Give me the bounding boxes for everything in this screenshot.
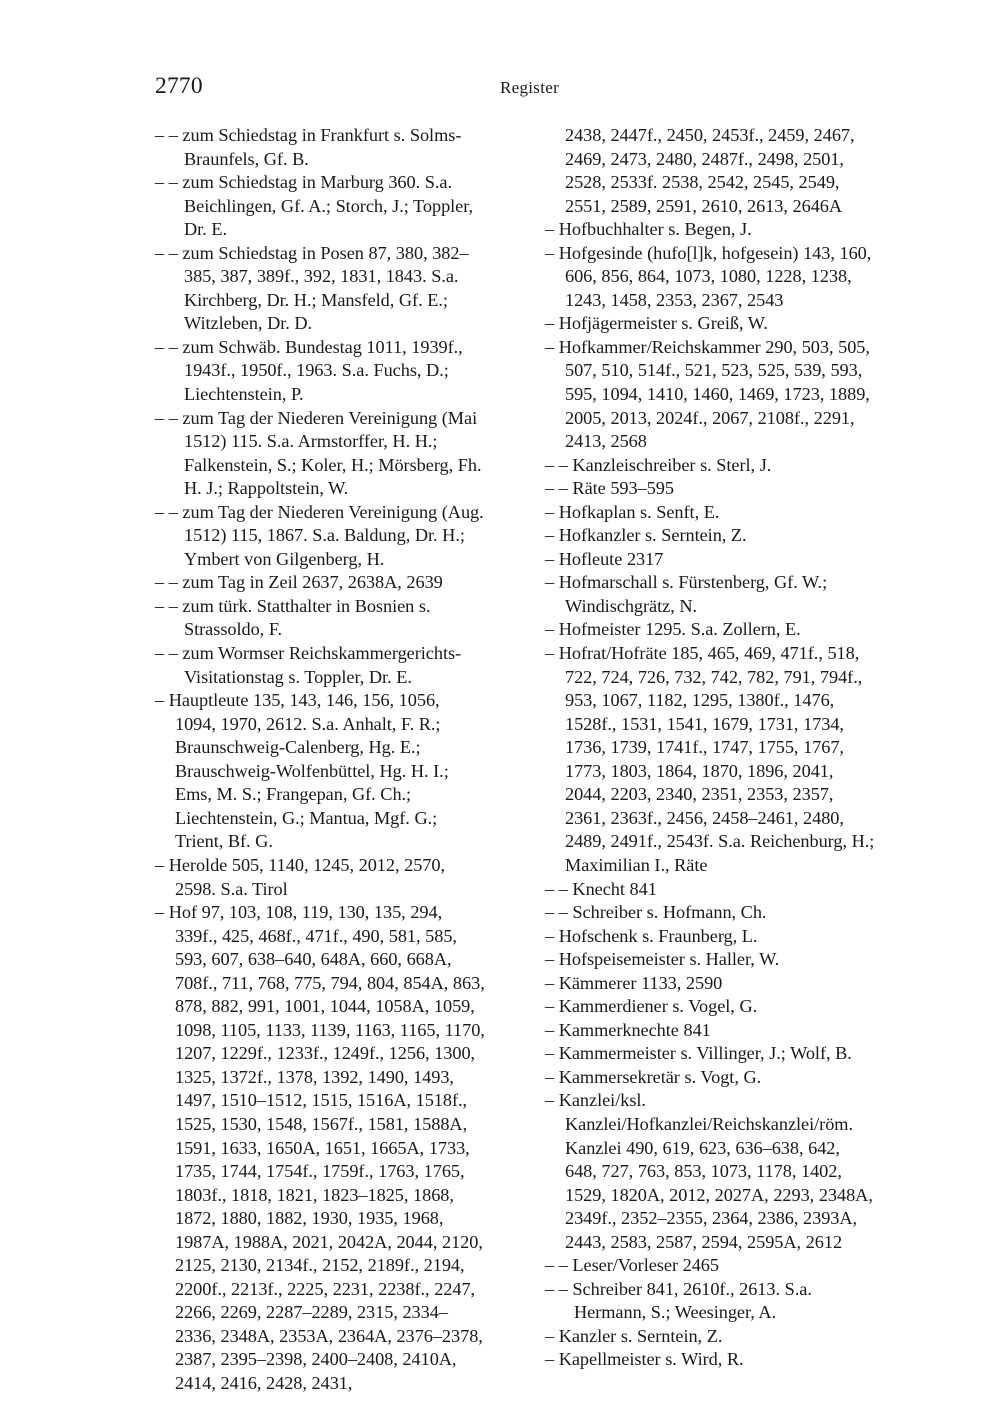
index-entry: – Hofmeister 1295. S.a. Zollern, E. (545, 619, 801, 640)
index-entry: – Hofspeisemeister s. Haller, W. (545, 949, 780, 970)
index-column-right (545, 124, 875, 1372)
index-entry: – Hofgesinde (hufo[l]k, hofgesein) 143, 160, 606, 856, 864, 1073, 1080, 1228, 1238, 1243, 1458, 2353, 2367, 2543 (545, 242, 872, 310)
index-entry: – Hofrat/Hofräte 185, 465, 469, 471f., 518, 722, 724, 726, 732, 742, 782, 791, 794f., 953, 1067, 1182, 1295, 1380f., 1476, 1528f., 1531, 1541, 1679, 1731, 1734, 1736, 1739, 1741f., 1747, 1755, 1767, 1773, 1803, 1864, 1870, 1896, 2041, 2044, 2203, 2340, 2351, 2353, 2357, 2361, 2363f., 2456, 2458–2461, 2480, 2489, 2491f., 2543f. S.a. Reichenburg, H.; Maximilian I., Räte (545, 643, 875, 875)
index-entry: – – zum Schiedstag in Posen 87, 380, 382–385, 387, 389f., 392, 1831, 1843. S.a. Kirchberg, Dr. H.; Mansfeld, Gf. E.; Witzleben, Dr. D. (155, 242, 469, 334)
running-title: Register (500, 78, 560, 97)
index-entry: – Hofmarschall s. Fürstenberg, Gf. W.; Windischgrätz, N. (545, 572, 828, 616)
index-entry: – Kapellmeister s. Wird, R. (545, 1349, 744, 1370)
index-entry: – Kanzler s. Serntein, Z. (545, 1325, 723, 1346)
running-head (155, 72, 855, 102)
index-entry: – Hofkammer/Reichskammer 290, 503, 505, 507, 510, 514f., 521, 523, 525, 539, 593, 595, 1094, 1410, 1460, 1469, 1723, 1889, 2005, 2013, 2024f., 2067, 2108f., 2291, 2413, 2568 (545, 336, 870, 452)
index-entry: – – zum Wormser Reichskammergerichts-Visitationstag s. Toppler, Dr. E. (155, 643, 462, 687)
index-entry: 2438, 2447f., 2450, 2453f., 2459, 2467, 2469, 2473, 2480, 2487f., 2498, 2501, 2528, 2533f. 2538, 2542, 2545, 2549, 2551, 2589, 2591, 2610, 2613, 2646A (565, 125, 855, 216)
index-entry: – – Kanzleischreiber s. Sterl, J. (545, 454, 772, 475)
index-entry: – Kammerdiener s. Vogel, G. (545, 996, 758, 1017)
index-entry: – – Schreiber 841, 2610f., 2613. S.a. Hermann, S.; Weesinger, A. (545, 1278, 812, 1323)
index-entry: – – Schreiber s. Hofmann, Ch. (545, 902, 767, 923)
index-entry: – Hofschenk s. Fraunberg, L. (545, 925, 758, 946)
index-column-left (155, 124, 485, 1396)
index-entry: – Hofbuchhalter s. Begen, J. (545, 219, 752, 240)
index-entry: – – zum türk. Statthalter in Bosnien s. Strassoldo, F. (155, 595, 431, 640)
index-entry: – Herolde 505, 1140, 1245, 2012, 2570, 2598. S.a. Tirol (155, 854, 445, 899)
index-entry: – – zum Schiedstag in Marburg 360. S.a. Beichlingen, Gf. A.; Storch, J.; Toppler, Dr. E. (155, 172, 474, 240)
index-entry: – Hofkaplan s. Senft, E. (545, 501, 720, 522)
index-entry: – – Leser/Vorleser 2465 (545, 1255, 719, 1276)
index-entry: – Hauptleute 135, 143, 146, 156, 1056, 1094, 1970, 2612. S.a. Anhalt, F. R.; Braunschweig-Calenberg, Hg. E.; Brauschweig-Wolfenbüttel, Hg. H. I.; Ems, M. S.; Frangepan, Gf. Ch.; Liechtenstein, G.; Mantua, Mgf. G.; Trient, Bf. G. (155, 690, 449, 852)
index-entry: – Hof 97, 103, 108, 119, 130, 135, 294, 339f., 425, 468f., 471f., 490, 581, 585, 593, 607, 638–640, 648A, 660, 668A, 708f., 711, 768, 775, 794, 804, 854A, 863, 878, 882, 991, 1001, 1044, 1058A, 1059, 1098, 1105, 1133, 1139, 1163, 1165, 1170, 1207, 1229f., 1233f., 1249f., 1256, 1300, 1325, 1372f., 1378, 1392, 1490, 1493, 1497, 1510–1512, 1515, 1516A, 1518f., 1525, 1530, 1548, 1567f., 1581, 1588A, 1591, 1633, 1650A, 1651, 1665A, 1733, 1735, 1744, 1754f., 1759f., 1763, 1765, 1803f., 1818, 1821, 1823–1825, 1868, 1872, 1880, 1882, 1930, 1935, 1968, 1987A, 1988A, 2021, 2042A, 2044, 2120, 2125, 2130, 2134f., 2152, 2189f., 2194, 2200f., 2213f., 2225, 2231, 2238f., 2247, 2266, 2269, 2287–2289, 2315, 2334–2336, 2348A, 2353A, 2364A, 2376–2378, 2387, 2395–2398, 2400–2408, 2410A, 2414, 2416, 2428, 2431, (155, 902, 485, 1393)
index-entry: – Hofjägermeister s. Greiß, W. (545, 313, 768, 334)
index-entry: – – zum Tag der Niederen Vereinigung (Mai 1512) 115. S.a. Armstorffer, H. H.; Falkenstein, S.; Koler, H.; Mörsberg, Fh. H. J.; Rappoltstein, W. (155, 407, 482, 499)
index-entry: – – Knecht 841 (545, 878, 657, 899)
index-entry: – – zum Schiedstag in Frankfurt s. Solms-Braunfels, Gf. B. (155, 125, 462, 169)
index-entry: – – Räte 593–595 (545, 478, 674, 499)
index-entry: – Kämmerer 1133, 2590 (545, 972, 723, 993)
index-entry: – – zum Schwäb. Bundestag 1011, 1939f., 1943f., 1950f., 1963. S.a. Fuchs, D.; Liechtenstein, P. (155, 336, 463, 405)
page-number: 2770 (155, 73, 203, 99)
index-entry: – Hofleute 2317 (545, 548, 664, 569)
index-entry: – Hofkanzler s. Serntein, Z. (545, 525, 747, 546)
index-entry: – Kammersekretär s. Vogt, G. (545, 1066, 762, 1087)
index-entry: – Kanzlei/ksl. Kanzlei/Hofkanzlei/Reichskanzlei/röm. Kanzlei 490, 619, 623, 636–638, 642, 648, 727, 763, 853, 1073, 1178, 1402, 1529, 1820A, 2012, 2027A, 2293, 2348A, 2349f., 2352–2355, 2364, 2386, 2393A, 2443, 2583, 2587, 2594, 2595A, 2612 (545, 1090, 873, 1252)
index-entry: – Kammerknechte 841 (545, 1019, 711, 1040)
index-entry: – – zum Tag in Zeil 2637, 2638A, 2639 (155, 572, 443, 593)
index-entry: – – zum Tag der Niederen Vereinigung (Aug. 1512) 115, 1867. S.a. Baldung, Dr. H.; Ymbert von Gilgenberg, H. (155, 501, 484, 569)
index-entry: – Kammermeister s. Villinger, J.; Wolf, B. (545, 1043, 852, 1064)
